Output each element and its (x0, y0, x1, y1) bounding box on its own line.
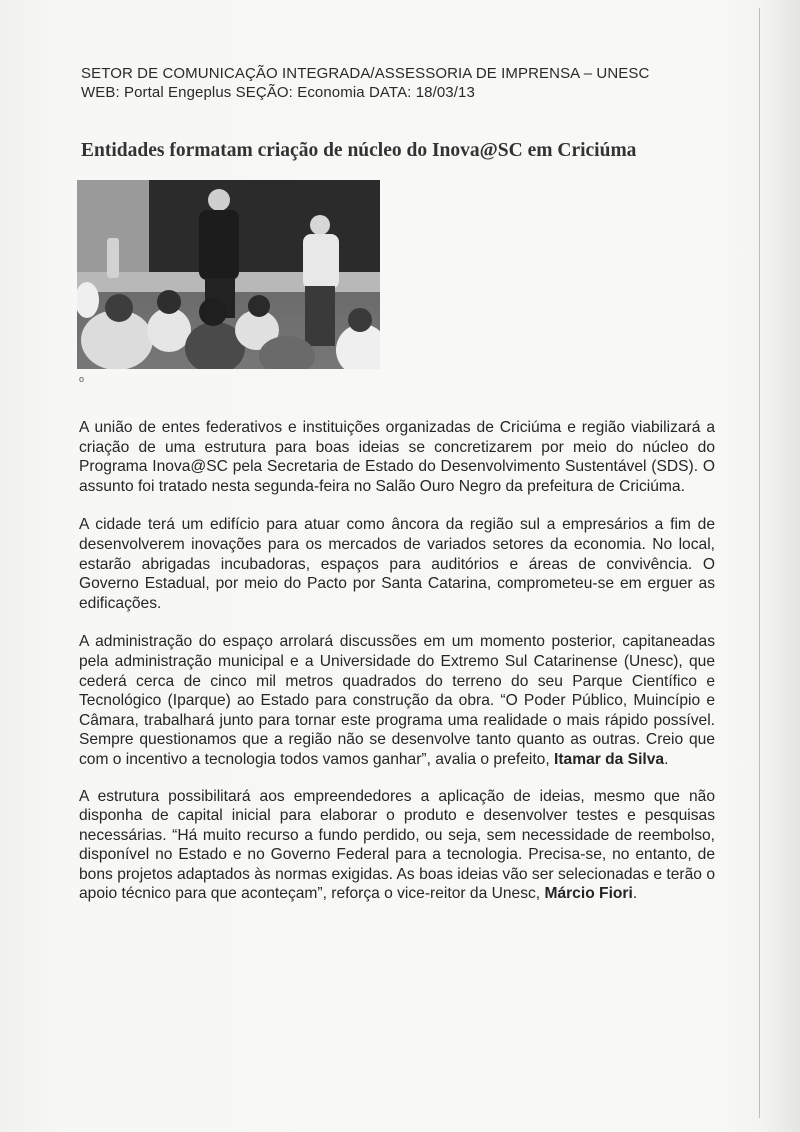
article-photo (77, 180, 380, 369)
paragraph-4 (79, 787, 715, 905)
paragraph-4-text: A estrutura possibilitará aos empreendedores a aplicação de ideias, mesmo que não disponha de capital inicial para elaborar o produto e desenvolver testes e pesquisas necessárias. “Há muito recurso a fundo perdido, ou seja, sem necessidade de reembolso, disponível no Estado e no Governo Federal para a tecnologia. Precisa-se, no entanto, de bons projetos adaptados às normas exigidas. As boas ideias vão ser selecionadas e terão o apoio técnico para que aconteçam”, reforça o vice-reitor da Unesc, (79, 787, 715, 903)
press-header (81, 64, 701, 102)
paragraph-3-end: . (664, 750, 669, 768)
paragraph-2: A cidade terá um edifício para atuar como âncora da região sul a empresários a fim de desenvolverem inovações para os mercados de variados setores da economia. No local, estarão abrigadas incubadoras, espaços para auditórios e áreas de convivência. O Governo Estadual, por meio do Pacto por Santa Catarina, comprometeu-se em erguer as edificações. (79, 516, 715, 612)
page-edge-shadow (762, 0, 800, 1132)
paragraph-1: A união de entes federativos e instituições organizadas de Criciúma e região viabilizará a criação de uma estrutura para boas ideias se concretizarem por meio do núcleo do Programa Inova@SC pela Secretaria de Estado do Desenvolvimento Sustentável (SDS). O assunto foi tratado nesta segunda-feira no Salão Ouro Negro da prefeitura de Criciúma. (79, 419, 715, 495)
paragraph-3 (79, 632, 715, 769)
header-line-1: SETOR DE COMUNICAÇÃO INTEGRADA/ASSESSORIA DE IMPRENSA – UNESC (81, 65, 650, 82)
vice-rector-name: Márcio Fiori (544, 885, 633, 903)
article-body (79, 418, 715, 923)
page-edge-line (759, 8, 760, 1118)
paragraph-4-end: . (632, 885, 638, 903)
article-headline: Entidades formatam criação de núcleo do Inova@SC em Criciúma (81, 140, 637, 161)
paragraph-3-text: A administração do espaço arrolará discussões em um momento posterior, capitaneadas pela administração municipal e a Universidade do Extremo Sul Catarinense (Unesc), que cederá cerca de cinco mil metros quadrados do terreno do seu Parque Científico e Tecnológico (Iparque) ao Estado para construção da obra. “O Poder Público, Muincípio e Câmara, trabalhará junto para tornar este programa uma realidade o mais rápido possível. Sempre questionamos que a região não se desenvolve tanto quanto as outras. Creio que com o incentivo a tecnologia todos vamos ganhar”, avalia o prefeito, (79, 633, 715, 768)
header-line-2: WEB: Portal Engeplus SEÇÃO: Economia DATA: 18/03/13 (81, 84, 475, 101)
meeting-photo-illustration (77, 180, 380, 369)
mayor-name: Itamar da Silva (554, 750, 665, 768)
photo-caption: o (79, 374, 85, 384)
